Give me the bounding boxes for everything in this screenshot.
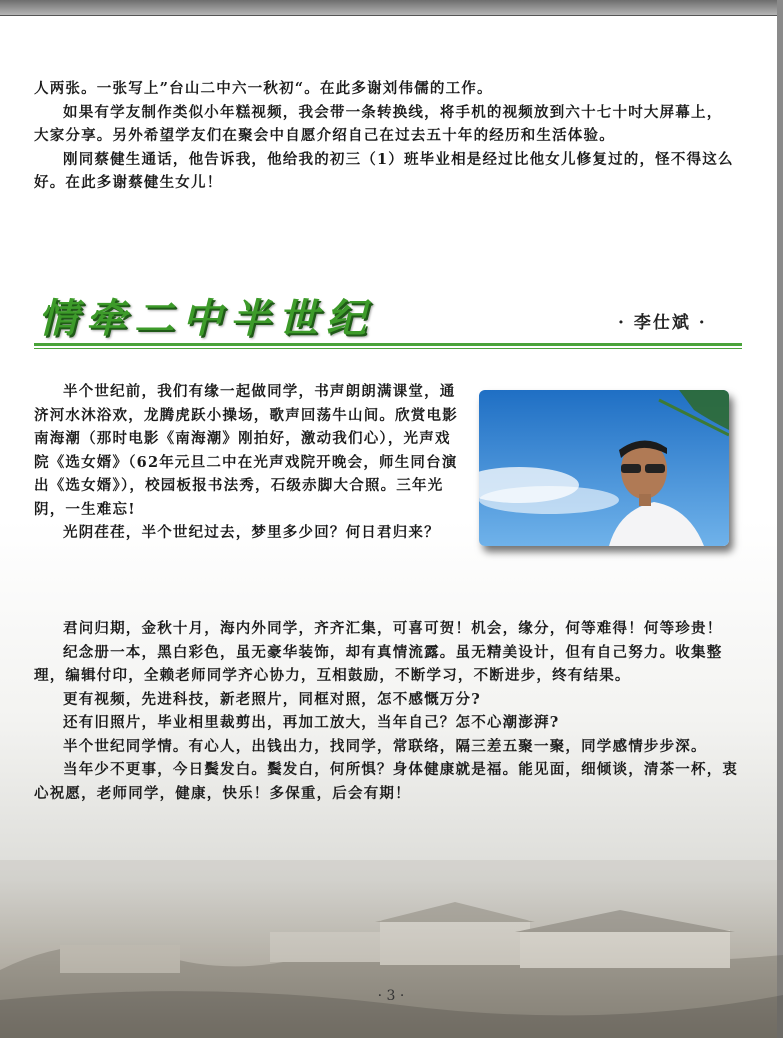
- article-paragraph-8: 当年少不更事，今日鬓发白。鬓发白，何所惧？身体健康就是福。能见面，细倾谈，清茶一杯，衷心祝愿，老师同学，健康，快乐！多保重，后会有期！: [34, 761, 739, 802]
- article-author: · 李仕斌 ·: [618, 313, 707, 333]
- intro-section: [34, 77, 734, 195]
- article-paragraph-6: 还有旧照片，毕业相里裁剪出，再加工放大，当年自己？怎不心潮澎湃?: [63, 714, 560, 731]
- article-paragraph-5: 更有视频，先进科技，新老照片，同框对照，怎不感慨万分?: [63, 690, 481, 708]
- portrait-photo: [479, 390, 729, 546]
- article-title: 情牵二中半世纪: [38, 296, 374, 342]
- page-number: · 3 ·: [377, 988, 405, 1004]
- title-rule: [34, 343, 742, 346]
- article-paragraph-3: 君问归期，金秋十月，海内外同学，齐齐汇集，可喜可贺！机会，缘分，何等难得！何等珍贵！: [63, 620, 723, 637]
- article-paragraph-2: 光阴荏荏，半个世纪过去，梦里多少回？何日君归来？: [63, 524, 440, 541]
- article-body-full: [34, 617, 740, 805]
- title-rule-thin: [34, 348, 742, 349]
- background-campus-photo: [0, 860, 783, 1038]
- top-border: [0, 0, 783, 16]
- intro-paragraph-3: 刚同蔡健生通话，他告诉我，他给我的初三（1）班毕业相是经过比他女儿修复过的，怪不得这么好。在此多谢蔡健生女儿！: [34, 150, 734, 191]
- article-body-left: [34, 380, 466, 545]
- article-paragraph-7: 半个世纪同学情。有心人，出钱出力，找同学，常联络，隔三差五聚一聚，同学感情步步深。: [63, 737, 707, 755]
- intro-paragraph-2: 如果有学友制作类似小年糕视频，我会带一条转换线，将手机的视频放到六十七十吋大屏幕上，大家分享。另外希望学友们在聚会中自愿介绍自己在过去五十年的经历和生活体验。: [34, 103, 723, 144]
- intro-paragraph-1: 人两张。一张写上”台山二中六一秋初“。在此多谢刘伟儒的工作。: [34, 80, 493, 97]
- article-paragraph-1: 半个世纪前，我们有缘一起做同学，书声朗朗满课堂，通济河水沐浴欢，龙腾虎跃小操场，歌声回荡牛山间。欣赏电影南海潮（那时电影《南海潮》刚拍好，激动我们心），光声戏院《选女婿》（62年元旦二中在光声戏院开晚会，师生同台演出《选女婿》），校园板报书法秀，石级赤脚大合照。三年光阴，一生难忘!: [34, 383, 458, 518]
- article-paragraph-4: 纪念册一本，黑白彩色，虽无豪华装饰，却有真情流露。虽无精美设计，但有自己努力。收集整理，编辑付印，全赖老师同学齐心协力，互相鼓励，不断学习，不断进步，终有结果。: [34, 643, 723, 684]
